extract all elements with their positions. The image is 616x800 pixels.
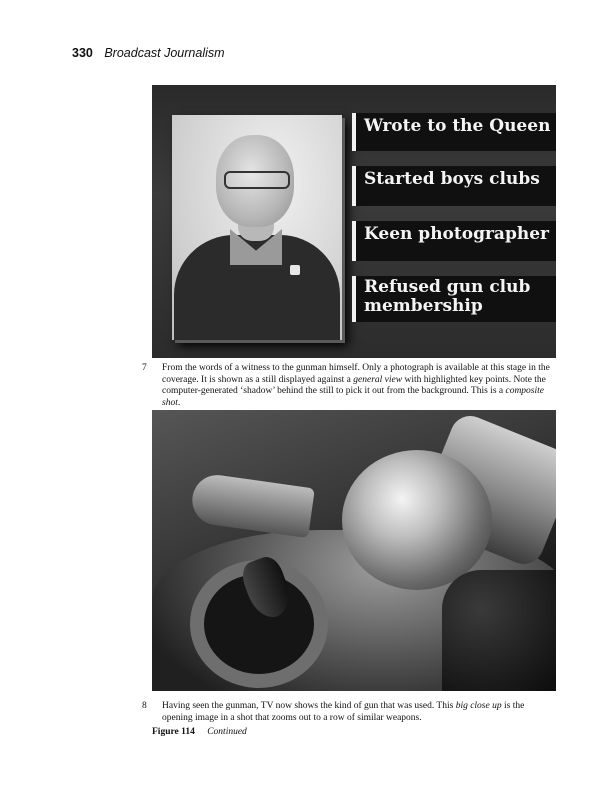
key-point bbox=[352, 276, 556, 322]
caption-7-text-b: with highlighted key points. Note the computer-generated ‘shadow’ behind the still to pick it out from the background. This is a bbox=[162, 374, 546, 396]
photo-big-close-up-gun bbox=[152, 410, 556, 691]
caption-7-text-c: . bbox=[177, 397, 181, 408]
caption-8-text-a: Having seen the gunman, TV now shows the kind of gun that was used. This bbox=[162, 701, 456, 711]
key-point-text: Wrote to the Queen bbox=[364, 116, 551, 136]
key-point bbox=[352, 221, 556, 261]
key-point bbox=[352, 166, 556, 206]
figure-number: Figure 114 bbox=[152, 727, 195, 737]
key-point-text: Refused gun club membership bbox=[364, 277, 531, 316]
caption-7 bbox=[142, 363, 556, 409]
running-head bbox=[72, 46, 225, 64]
caption-8-number: 8 bbox=[142, 701, 147, 711]
key-point-text: Keen photographer bbox=[364, 224, 549, 244]
caption-7-term-composite-shot: composite shot bbox=[162, 386, 545, 408]
caption-8 bbox=[142, 701, 556, 724]
portrait-badge bbox=[290, 265, 300, 275]
page-number: 330 bbox=[72, 46, 93, 60]
key-point bbox=[352, 113, 556, 151]
portrait-glasses bbox=[224, 171, 290, 189]
caption-7-text-a: From the words of a witness to the gunman himself. Only a photograph is available at this stage in the coverage. It is shown as a still displayed against a bbox=[162, 363, 550, 385]
gunman-still-photo bbox=[172, 115, 342, 340]
key-point-text: Started boys clubs bbox=[364, 169, 540, 189]
caption-8-text-b: is the opening image in a shot that zooms out to a row of similar weapons. bbox=[162, 701, 525, 723]
photo-composite-shot bbox=[152, 85, 556, 358]
gun-cylinder bbox=[342, 450, 492, 590]
caption-8-term-big-close-up: big close up bbox=[455, 701, 502, 711]
figure-continued: Continued bbox=[207, 727, 247, 737]
caption-7-term-general-view: general view bbox=[353, 374, 403, 385]
caption-8-body bbox=[142, 701, 556, 724]
gun-grip bbox=[442, 570, 556, 691]
book-title: Broadcast Journalism bbox=[104, 46, 225, 60]
figure-label bbox=[152, 727, 247, 737]
caption-7-number: 7 bbox=[142, 363, 147, 373]
caption-7-body bbox=[142, 363, 556, 409]
key-points-list bbox=[352, 113, 556, 337]
